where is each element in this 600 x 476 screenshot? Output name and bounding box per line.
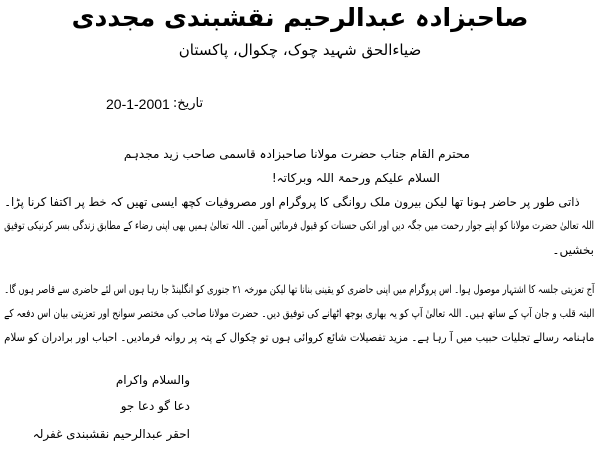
paragraph-1: ذاتی طور پر حاضر ہونا تھا لیکن بیرون ملک روانگی کا پروگرام اور مصروفیات کچھ ایسی تھیں کہ خط پر اکتفا کرنا پڑا۔ bbox=[4, 195, 580, 209]
signature: احقر عبدالرحیم نقشبندی غفرلہ bbox=[32, 427, 190, 441]
paragraph-2-line-2: بخشیں۔ bbox=[552, 243, 594, 257]
salutation: محترم القام جناب حضرت مولانا صاحبزادہ قاسمی صاحب زید مجدہم bbox=[123, 147, 470, 161]
date-label: تاریخ: bbox=[172, 96, 204, 111]
letterhead-address: ضیاءالحق شہید چوک، چکوال، پاکستان bbox=[178, 41, 422, 59]
paragraph-3-line-2: البتہ قلب و جان آپ کے ساتھ ہیں۔ اللہ تعالیٰ آپ کو یہ بھاری بوجھ اٹھانے کی توفیق دیں۔ حضرت مولانا صاحب کی مختصر سوانح اور تعزیتی بیان اس دفعہ کے bbox=[3, 307, 594, 320]
paragraph-2-line-1: اللہ تعالیٰ حضرت مولانا کو اپنے جوار رحمت میں جگہ دیں اور انکی حسنات کو قبول فرمائیں آمین۔ اللہ تعالیٰ ہمیں بھی اپنی رضاء کے مطابق زندگی بسر کرنیکی توفیق bbox=[4, 219, 594, 232]
paragraph-3-line-1: آج تعزیتی جلسہ کا اشتہار موصول ہوا۔ اس پروگرام میں اپنی حاضری کو یقینی بنانا تھا لیکن مورخہ ۲۱ جنوری کو انگلینڈ جا رہا ہوں اس لئے حاضری سے قاصر ہوں گا۔ bbox=[3, 283, 594, 296]
closing-salam: والسلام واکرام bbox=[115, 373, 190, 387]
closing-dua: دعا گو دعا جو bbox=[120, 399, 190, 413]
greeting: السلام علیکم ورحمۃ اللہ وبرکاتہ! bbox=[271, 171, 440, 185]
letterhead-title: صاحبزادہ عبدالرحیم نقشبندی مجددی bbox=[71, 3, 529, 32]
letter-date bbox=[106, 96, 203, 112]
paragraph-3-line-3: ماہنامہ رسالے تجلیات حبیب میں آ رہا ہے۔ مزید تفصیلات شائع کروائی ہوں تو چکوال کے پتہ پر روانہ فرمادیں۔ احباب اور برادران کو سلام bbox=[3, 331, 594, 344]
date-value: 20-1-2001 bbox=[106, 96, 170, 112]
